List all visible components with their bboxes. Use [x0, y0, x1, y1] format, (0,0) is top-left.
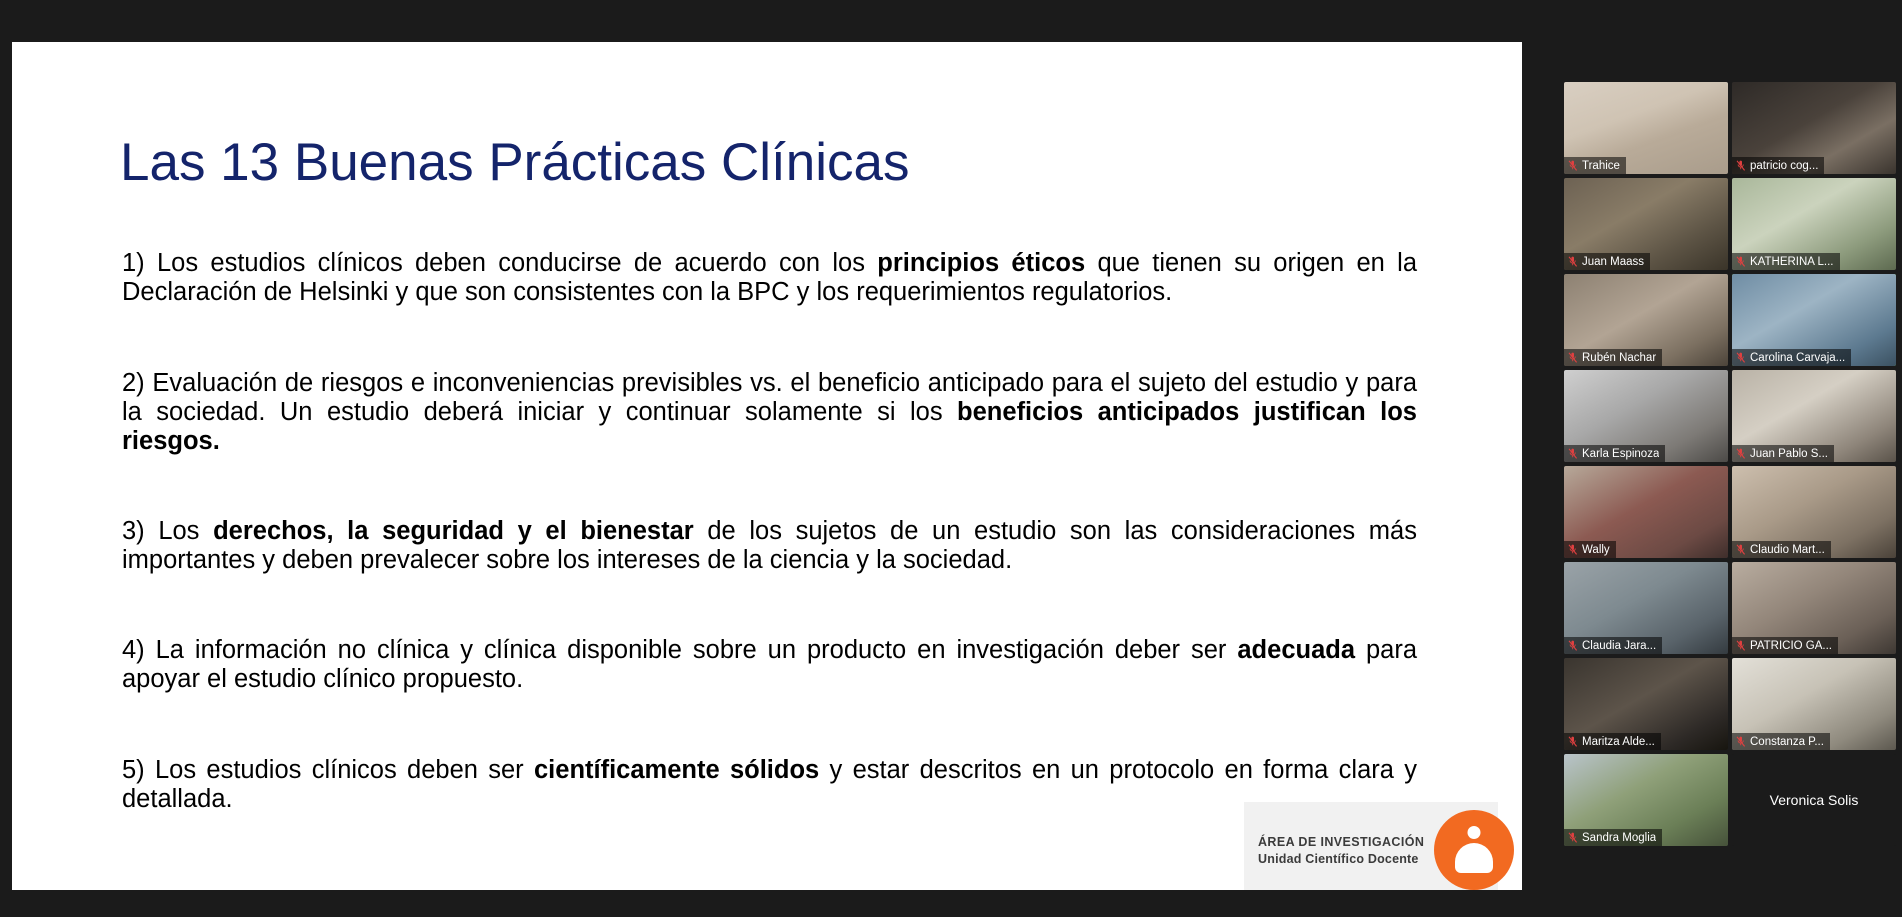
microphone-muted-icon	[1568, 640, 1578, 652]
microphone-muted-icon	[1568, 544, 1578, 556]
participant-name-bar	[1564, 445, 1665, 462]
microphone-muted-icon	[1736, 448, 1746, 460]
participant-tile[interactable]	[1732, 466, 1896, 558]
participant-name-bar	[1564, 829, 1662, 846]
participant-name: Maritza Alde...	[1582, 735, 1655, 748]
participant-tile[interactable]	[1732, 754, 1896, 846]
participant-name-bar	[1732, 733, 1830, 750]
microphone-muted-icon	[1736, 256, 1746, 268]
participant-tile[interactable]	[1564, 370, 1728, 462]
participant-name: Sandra Moglia	[1582, 831, 1657, 844]
participant-tile[interactable]	[1732, 274, 1896, 366]
logo-text	[1244, 835, 1424, 866]
participant-tile[interactable]	[1564, 82, 1728, 174]
participant-row	[1560, 370, 1900, 462]
presentation-slide[interactable]	[12, 42, 1522, 890]
slide-paragraph-4: 4) La información no clínica y clínica disponible sobre un producto en investigación deber ser adecuada para apoyar el estudio clínico propuesto.	[122, 636, 1417, 693]
participant-name: PATRICIO GA...	[1750, 639, 1832, 652]
microphone-muted-icon	[1568, 832, 1578, 844]
participant-name-bar	[1732, 253, 1840, 270]
participant-tile[interactable]	[1564, 658, 1728, 750]
participant-tile[interactable]	[1564, 274, 1728, 366]
participant-name: Claudio Mart...	[1750, 543, 1825, 556]
participant-name: Juan Pablo S...	[1750, 447, 1828, 460]
slide-paragraph-2: 2) Evaluación de riesgos e inconveniencias previsibles vs. el beneficio anticipado para el sujeto del estudio y para la sociedad. Un estudio deberá iniciar y continuar solamente si los beneficios anticipados justifican los riesgos.	[122, 369, 1417, 455]
participant-row	[1560, 178, 1900, 270]
participant-row	[1560, 82, 1900, 174]
participant-name: Karla Espinoza	[1582, 447, 1660, 460]
participant-tile[interactable]	[1564, 178, 1728, 270]
microphone-muted-icon	[1736, 544, 1746, 556]
participant-row	[1560, 466, 1900, 558]
participant-name: patricio cog...	[1750, 159, 1819, 172]
participant-row	[1560, 754, 1900, 846]
participant-tile[interactable]	[1564, 466, 1728, 558]
microphone-muted-icon	[1568, 448, 1578, 460]
participant-row	[1560, 658, 1900, 750]
participants-panel[interactable]	[1558, 0, 1902, 917]
participant-grid[interactable]	[1560, 82, 1900, 850]
participant-name-bar	[1564, 733, 1661, 750]
microphone-muted-icon	[1736, 352, 1746, 364]
participant-tile[interactable]	[1732, 82, 1896, 174]
participant-name: Juan Maass	[1582, 255, 1645, 268]
participant-tile[interactable]	[1732, 370, 1896, 462]
participant-name-bar	[1732, 157, 1824, 174]
slide-paragraph-1: 1) Los estudios clínicos deben conducirse de acuerdo con los principios éticos que tienen su origen en la Declaración de Helsinki y que son consistentes con la BPC y los requerimientos regulatorios.	[122, 249, 1418, 306]
participant-name: Claudia Jara...	[1582, 639, 1657, 652]
institution-logo	[1244, 802, 1498, 890]
slide-content	[12, 42, 1522, 890]
participant-tile[interactable]	[1732, 178, 1896, 270]
microphone-muted-icon	[1568, 160, 1578, 172]
participant-name-bar	[1564, 349, 1662, 366]
participant-name-bar	[1732, 637, 1838, 654]
microphone-muted-icon	[1736, 736, 1746, 748]
participant-row	[1560, 562, 1900, 654]
microphone-muted-icon	[1568, 256, 1578, 268]
slide-title: Las 13 Buenas Prácticas Clínicas	[120, 133, 910, 192]
participant-name: Veronica Solis	[1769, 792, 1859, 808]
participant-name: Wally	[1582, 543, 1610, 556]
participant-name-bar	[1732, 445, 1834, 462]
participant-name-bar	[1564, 637, 1662, 654]
participant-name-bar	[1564, 157, 1626, 174]
participant-tile[interactable]	[1564, 562, 1728, 654]
slide-paragraph-3: 3) Los derechos, la seguridad y el bienestar de los sujetos de un estudio son las consideraciones más importantes y deben prevalecer sobre los intereses de la ciencia y la sociedad.	[122, 517, 1417, 574]
participant-name-bar	[1732, 541, 1831, 558]
logo-mark-icon	[1434, 810, 1514, 890]
logo-line-2: Unidad Científico Docente	[1258, 851, 1419, 866]
microphone-muted-icon	[1568, 352, 1578, 364]
participant-tile[interactable]	[1732, 658, 1896, 750]
participant-name: KATHERINA L...	[1750, 255, 1834, 268]
participant-name-bar	[1732, 349, 1851, 366]
participant-name: Carolina Carvaja...	[1750, 351, 1846, 364]
logo-line-1: ÁREA DE INVESTIGACIÓN	[1258, 834, 1425, 849]
microphone-muted-icon	[1736, 160, 1746, 172]
participant-name: Constanza P...	[1750, 735, 1824, 748]
participant-name-bar	[1564, 253, 1650, 270]
participant-name: Trahice	[1582, 159, 1620, 172]
participant-name-bar	[1564, 541, 1616, 558]
participant-name: Rubén Nachar	[1582, 351, 1657, 364]
participant-row	[1560, 274, 1900, 366]
microphone-muted-icon	[1736, 640, 1746, 652]
participant-tile[interactable]	[1732, 562, 1896, 654]
slide-paragraph-5: 5) Los estudios clínicos deben ser científicamente sólidos y estar descritos en un protocolo en forma clara y detallada.	[122, 756, 1418, 813]
microphone-muted-icon	[1568, 736, 1578, 748]
participant-tile[interactable]	[1564, 754, 1728, 846]
